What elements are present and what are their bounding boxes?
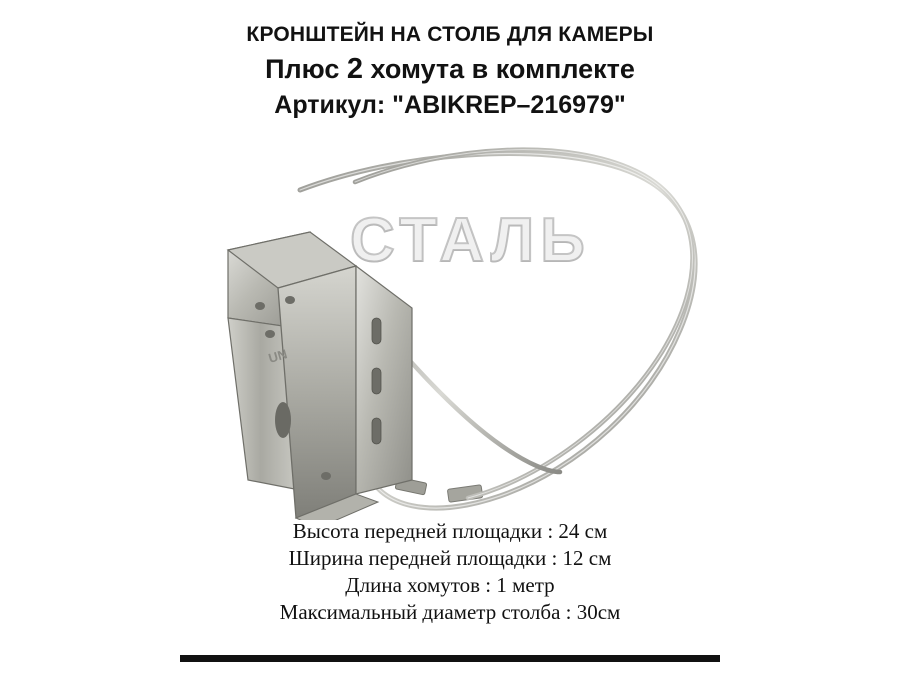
header-text-block [0, 22, 900, 121]
spec-row: Высота передней площадки : 24 см [292, 519, 608, 543]
title-line-2-suffix: хомута в комплекте [362, 54, 635, 84]
watermark-text: СТАЛЬ [350, 206, 591, 275]
embossed-logo: UN [266, 346, 289, 366]
title-line-2-number: 2 [346, 53, 363, 85]
title-line-2-prefix: Плюс [265, 54, 347, 84]
mounting-slots [372, 318, 381, 444]
article-code: "ABIKREP–216979" [392, 91, 626, 119]
bottom-divider-bar [180, 655, 720, 662]
title-line-2 [0, 52, 900, 86]
bracket-illustration [150, 120, 890, 520]
product-photo [150, 120, 890, 520]
title-line-1: КРОНШТЕЙН НА СТОЛБ ДЛЯ КАМЕРЫ [246, 23, 654, 46]
article-label: Артикул: [274, 91, 393, 119]
spec-row: Длина хомутов : 1 метр [345, 573, 555, 597]
spec-row: Максимальный диаметр столба : 30см [279, 600, 621, 624]
bracket-side-plate [356, 266, 412, 494]
spec-list [0, 518, 900, 626]
bracket-body [228, 232, 412, 520]
spec-row: Ширина передней площадки : 12 см [288, 546, 612, 570]
title-line-3 [0, 89, 900, 121]
